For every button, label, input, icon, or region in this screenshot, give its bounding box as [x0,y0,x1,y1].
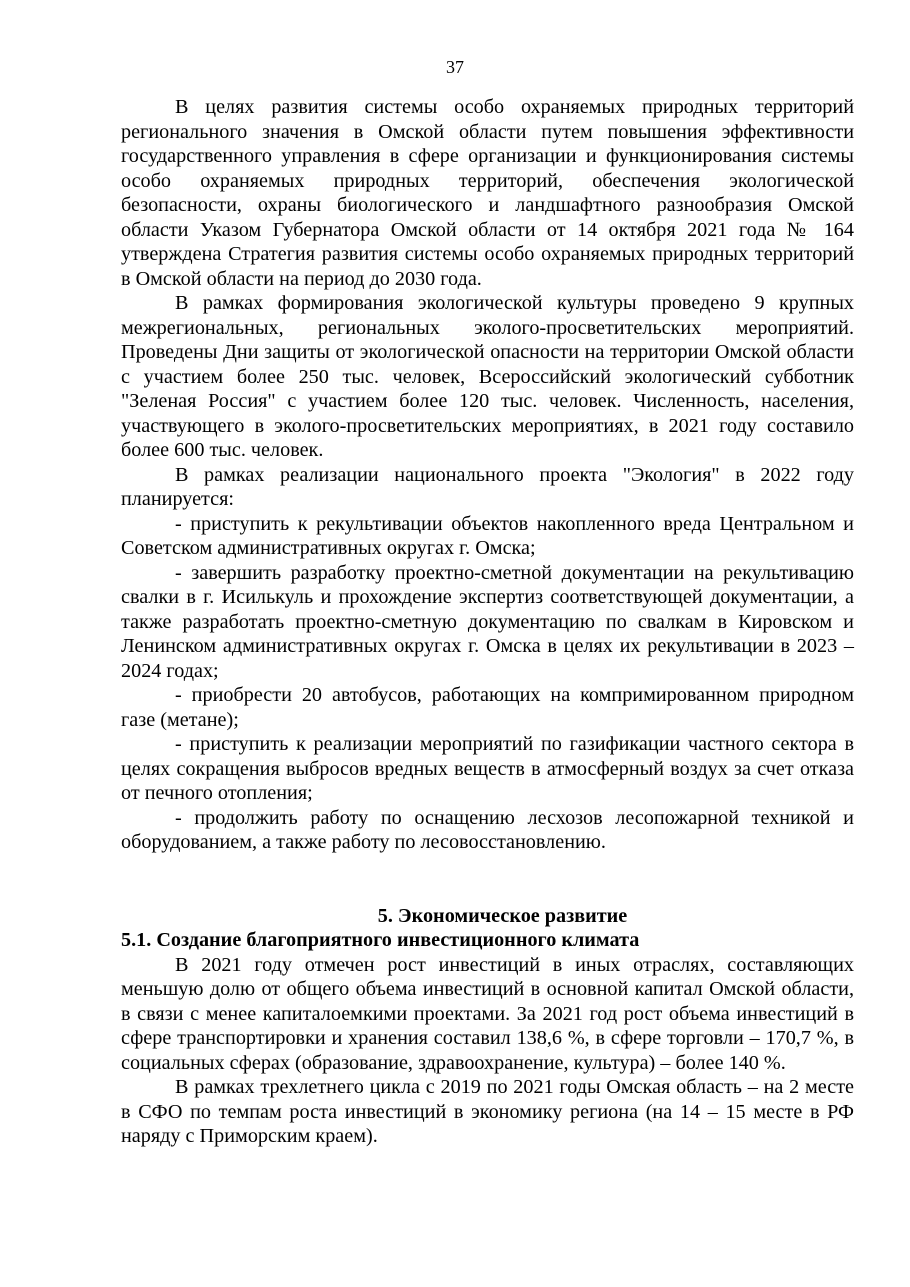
section-spacer [121,855,854,904]
list-item-buses: - приобрести 20 автобусов, работающих на компримированном природном газе (метане); [121,684,854,731]
section-heading: 5. Экономическое развитие [377,904,628,927]
list-item-gasification: - приступить к реализации мероприятий по газификации частного сектора в целях сокращения выбросов вредных веществ в атмосферный воздух за счет отказа от печного отопления; [121,733,854,804]
paragraph-ecological-culture: В рамках формирования экологической культуры проведено 9 крупных межрегиональных, региональных эколого-просветительских мероприятий. Проведены Дни защиты от экологической опасности на территории Омской области с участием более 250 тыс. человек, Всероссийский экологический субботник "Зеленая Россия" с участием более 120 тыс. человек. Численность, населения, участвующего в эколого-просветительских мероприятиях, в 2021 году составило более 600 тыс. человек. [121,292,854,461]
subsection-heading: 5.1. Создание благоприятного инвестиционного климата [121,929,640,951]
paragraph-ecology-project-plan: В рамках реализации национального проекта "Экология" в 2022 году планируется: [121,463,854,510]
paragraph-investment-growth: В 2021 году отмечен рост инвестиций в иных отраслях, составляющих меньшую долю от общего объема инвестиций в основной капитал Омской области, в связи с менее капиталоемкими проектами. За 2021 год рост объема инвестиций в сфере транспортировки и хранения составил 138,6 %, в сфере торговли – 170,7 %, в социальных сферах (образование, здравоохранение, культура) – более 140 %. [121,953,854,1074]
list-item-design-documentation: - завершить разработку проектно-сметной документации на рекультивацию свалки в г. Исилькуль и прохождение экспертиз соответствующей документации, а также разработать проектно-сметную документацию по свалкам в Кировском и Ленинском административных округах г. Омска в целях их рекультивации в 2023 – 2024 годах; [121,561,854,682]
document-body [121,95,854,1149]
page-number: 37 [446,57,464,77]
paragraph-protected-areas-strategy: В целях развития системы особо охраняемых природных территорий регионального значения в Омской области путем повышения эффективности государственного управления в сфере организации и функционирования системы особо охраняемых природных территорий, обеспечения экологической безопасности, охраны биологического и ландшафтного разнообразия Омской области Указом Губернатора Омской области от 14 октября 2021 года № 164 утверждена Стратегия развития системы особо охраняемых природных территорий в Омской области на период до 2030 года. [121,96,854,290]
list-item-forestry: - продолжить работу по оснащению лесхозов лесопожарной техникой и оборудованием, а также работу по лесовосстановлению. [121,806,854,853]
paragraph-investment-ranking: В рамках трехлетнего цикла с 2019 по 2021 годы Омская область – на 2 месте в СФО по темпам роста инвестиций в экономику региона (на 14 – 15 месте в РФ наряду с Приморским краем). [121,1076,854,1147]
list-item-reclamation: - приступить к рекультивации объектов накопленного вреда Центральном и Советском административных округах г. Омска; [121,512,854,559]
